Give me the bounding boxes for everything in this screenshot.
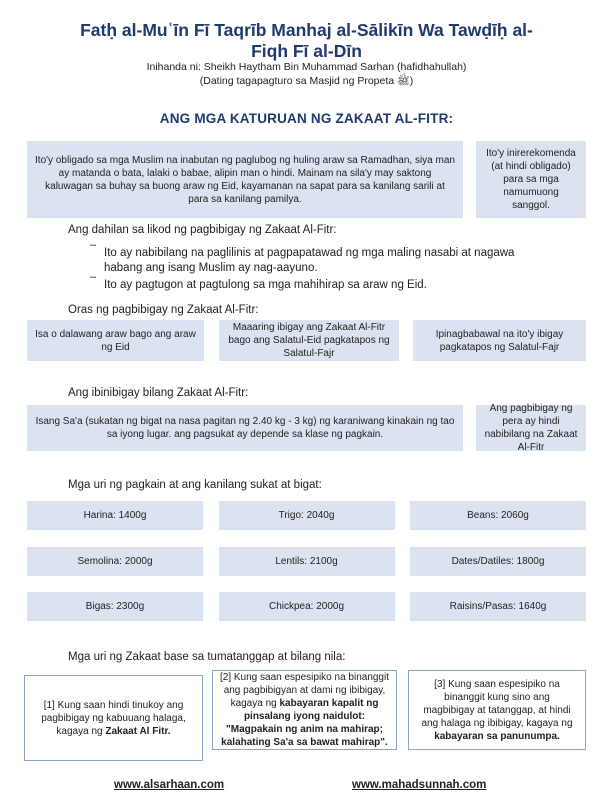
food-item: Harina: 1400g bbox=[27, 501, 203, 530]
given-side-box: Ang pagbibigay ng pera ay hindi nabibilang na Zakaat Al-Fitr bbox=[476, 405, 586, 451]
food-item: Trigo: 2040g bbox=[219, 501, 395, 530]
time-label: Oras ng pagbibigay ng Zakaat Al-Fitr: bbox=[68, 304, 259, 316]
type-box-3 bbox=[408, 670, 586, 750]
food-item: Raisins/Pasas: 1640g bbox=[410, 592, 586, 621]
type-box-2 bbox=[212, 670, 397, 750]
type-box-3-text: [3] Kung saan espesipiko na binanggit kung sino ang magbibigay at tatanggap, at hindi ang halaga ng ibibigay, kagaya ng bbox=[421, 678, 573, 729]
reason-bullet-1: Ito ay nabibilang na paglilinis at pagpapatawad ng mga maling nasabi at nagawa habang ang isang Muslim ay nag-aayuno. bbox=[104, 247, 515, 274]
reason-label: Ang dahilan sa likod ng pagbibigay ng Zakaat Al-Fitr: bbox=[68, 224, 337, 236]
food-item: Chickpea: 2000g bbox=[219, 592, 395, 621]
food-item: Dates/Datiles: 1800g bbox=[410, 547, 586, 576]
type-box-1 bbox=[24, 675, 203, 761]
bullet-dash-1: – bbox=[90, 239, 97, 251]
footer-link-alsarhaan[interactable]: www.alsarhaan.com bbox=[114, 779, 225, 791]
footer-link-mahadsunnah[interactable]: www.mahadsunnah.com bbox=[352, 779, 487, 791]
intro-main-box: Ito'y obligado sa mga Muslim na inabutan ng paglubog ng huling araw sa Ramadhan, siya man ay matanda o bata, lalaki o babae, alipin man o hindi. Mainam na sila'y may saktong kaluwagan sa buhay sa buong araw ng Eid, kayamanan na sapat para sa kanilang sarili at para sa kanilang pamilya. bbox=[27, 141, 463, 218]
food-item: Beans: 2060g bbox=[410, 501, 586, 530]
given-label: Ang ibinibigay bilang Zakaat Al-Fitr: bbox=[68, 387, 249, 399]
foods-label: Mga uri ng pagkain at ang kanilang sukat at bigat: bbox=[68, 479, 322, 491]
food-row-3 bbox=[27, 592, 586, 621]
intro-side-box: Ito'y inirerekomenda (at hindi obligado) para sa mga namumuong sanggol. bbox=[476, 141, 586, 218]
document-title-line2: Fiqh Fī al-Dīn bbox=[251, 41, 362, 61]
presenter-line: Inihanda ni: Sheikh Haytham Bin Muhammad Sarhan (hafidhahullah) bbox=[146, 61, 467, 73]
food-item: Semolina: 2000g bbox=[27, 547, 203, 576]
section-title: ANG MGA KATURUAN NG ZAKAAT AL-FITR: bbox=[159, 111, 454, 126]
bullet-dash-2: – bbox=[90, 271, 97, 283]
type-box-3-bold: kabayaran sa panunumpa. bbox=[434, 730, 560, 742]
reason-bullet-2: Ito ay pagtugon at pagtulong sa mga mahihirap sa araw ng Eid. bbox=[104, 279, 427, 291]
type-box-2-bold: kabayaran kapalit ng pinsalang iyong naidulot: "Magpakain ng anim na mahirap; kalahating Sa'a sa bawat mahirap". bbox=[221, 698, 388, 748]
time-box-1: Isa o dalawang araw bago ang araw ng Eid bbox=[27, 320, 204, 361]
food-item: Lentils: 2100g bbox=[219, 547, 395, 576]
types-label: Mga uri ng Zakaat base sa tumatanggap at bilang nila: bbox=[68, 651, 346, 663]
food-row-2 bbox=[27, 547, 586, 576]
presenter-note: (Dating tagapagturo sa Masjid ng Propeta ﷺ) bbox=[199, 75, 414, 87]
food-row-1 bbox=[27, 501, 586, 530]
type-box-1-bold: Zakaat Al Fitr. bbox=[105, 725, 171, 737]
type-box-2-text: [2] Kung saan espesipiko na binanggit ang pagbibigyan at dami ng ibibigay, kagaya ng bbox=[219, 672, 389, 709]
type-box-1-text: [1] Kung saan hindi tinukoy ang pagbibigay ng kabuuang halaga, kagaya ng bbox=[41, 699, 186, 737]
time-box-2: Maaaring ibigay ang Zakaat Al-Fitr bago ang Salatul-Eid pagkatapos ng Salatul-Fajr bbox=[219, 320, 399, 361]
time-box-3: Ipinagbabawal na ito'y ibigay pagkatapos ng Salatul-Fajr bbox=[413, 320, 586, 361]
document-title-line1: Fatḥ al-Muʿīn Fī Taqrīb Manhaj al-Sālikīn Wa Tawḍīḥ al- bbox=[80, 20, 533, 40]
food-item: Bigas: 2300g bbox=[27, 592, 203, 621]
given-main-box: Isang Sa'a (sukatan ng bigat na nasa pagitan ng 2.40 kg - 3 kg) ng karaniwang kinakain ng tao sa iyong lugar. ang pagsukat ay depende sa klase ng pagkain. bbox=[27, 405, 463, 451]
